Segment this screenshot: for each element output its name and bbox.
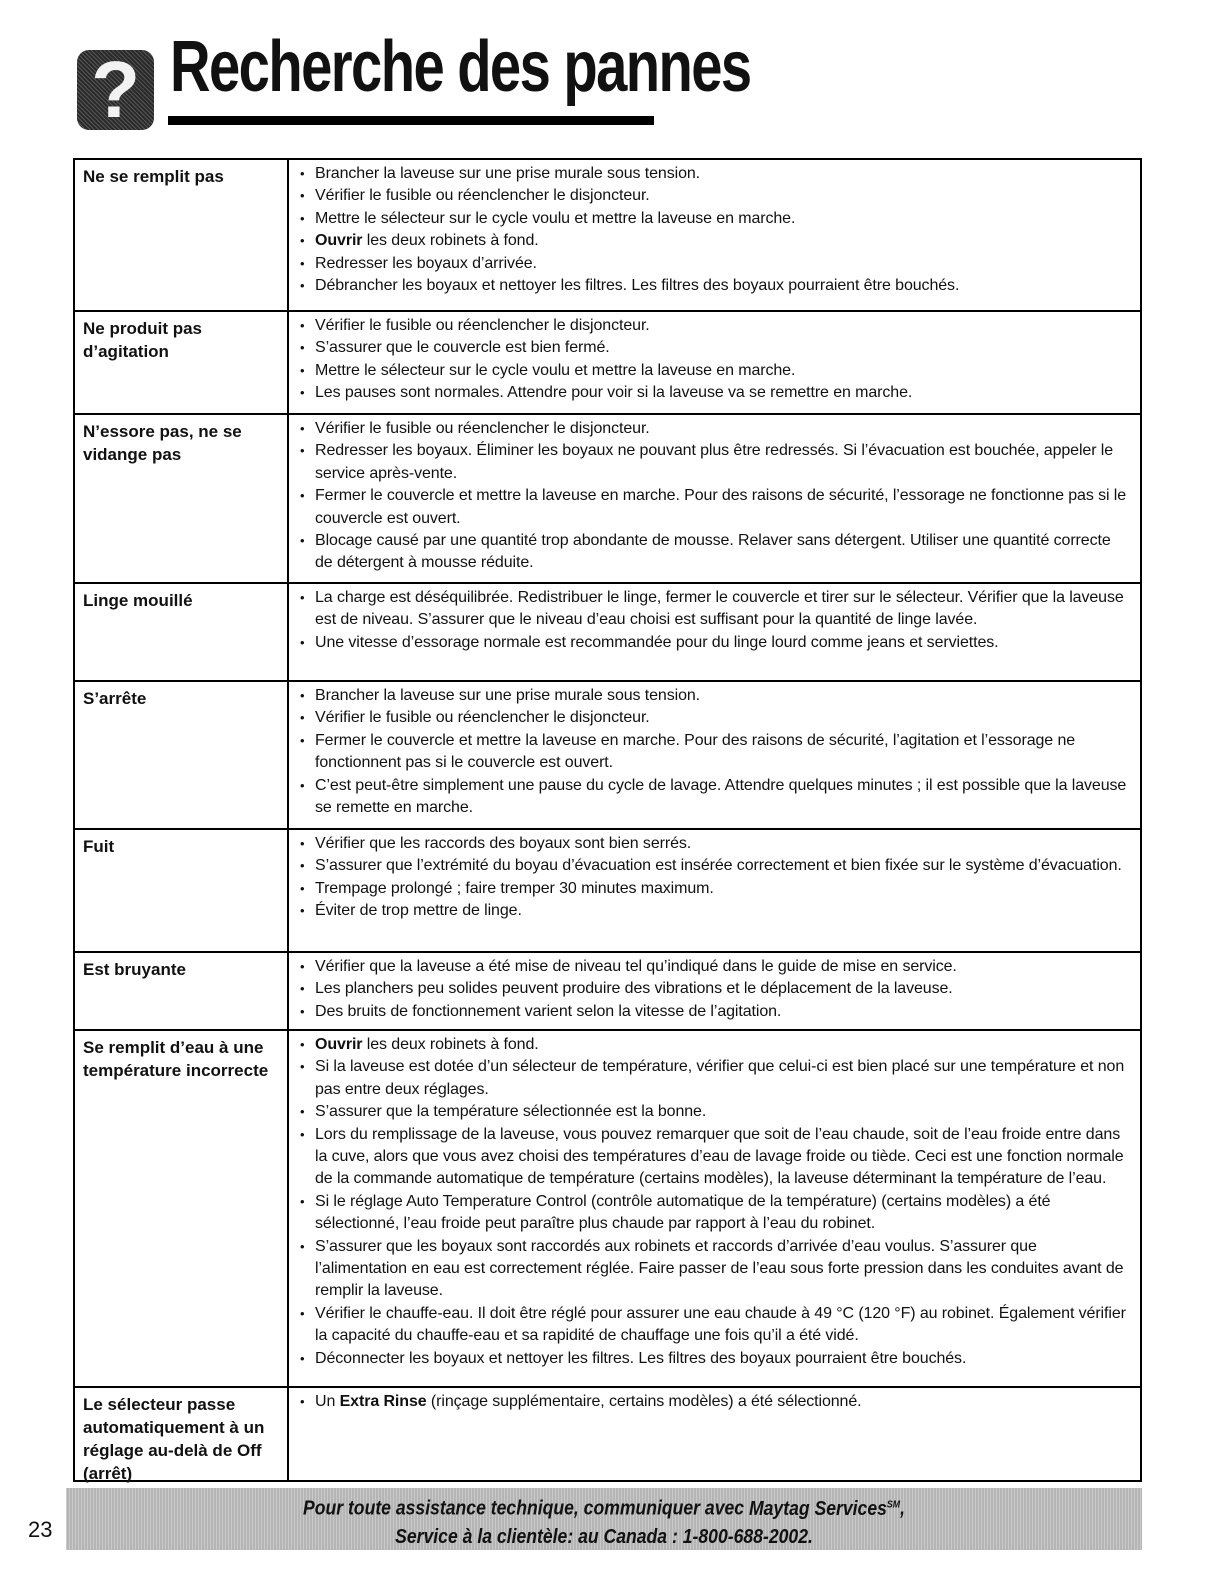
solution-list <box>289 682 1140 828</box>
solution-list <box>289 312 1140 413</box>
solution-item <box>315 1236 1132 1303</box>
solution-item <box>315 253 1132 275</box>
footer-line-2: Service à la clientèle: au Canada : 1-800-688-2002. <box>395 1525 813 1548</box>
table-row <box>75 1386 1140 1483</box>
solution-item <box>315 730 1132 775</box>
solution-item <box>315 1034 1132 1056</box>
solution-item <box>315 855 1132 877</box>
emphasis-text: Ouvrir <box>315 232 363 250</box>
solution-text: Déconnecter les boyaux et nettoyer les filtres. Les filtres des boyaux pourraient être bouchés. <box>315 1349 967 1367</box>
problem-label: S’arrête <box>75 682 289 828</box>
table-row <box>75 1029 1140 1386</box>
solution-list <box>289 1031 1140 1386</box>
solution-text: Si le réglage Auto Temperature Control (contrôle automatique de la température) (certains modèles) a été sélectionné, l’eau froide peut paraître plus chaude par rapport à l’eau du robinet. <box>315 1192 1051 1233</box>
solution-item <box>315 685 1132 707</box>
solution-text: Vérifier le chauffe-eau. Il doit être réglé pour assurer une eau chaude à 49 °C (120 °F) au robinet. Également vérifier la capacité du chauffe-eau et sa rapidité de chauffage une fois qu’il a été vidé. <box>315 1304 1126 1345</box>
solution-text: Les planchers peu solides peuvent produire des vibrations et le déplacement de la laveuse. <box>315 980 953 998</box>
problem-label: Ne se remplit pas <box>75 160 289 310</box>
solution-item <box>315 833 1132 855</box>
solution-text: Blocage causé par une quantité trop abondante de mousse. Relaver sans détergent. Utiliser une quantité correcte de détergent à mousse réduite. <box>315 532 1111 572</box>
page-title: Recherche des pannes <box>170 27 751 107</box>
solution-list <box>289 160 1140 310</box>
solution-text: Brancher la laveuse sur une prise murale sous tension. <box>315 687 701 704</box>
table-row <box>75 582 1140 680</box>
solution-list <box>289 830 1140 951</box>
solution-text: Vérifier que la laveuse a été mise de niveau tel qu’indiqué dans le guide de mise en service. <box>315 958 957 975</box>
solution-text: S’assurer que les boyaux sont raccordés aux robinets et raccords d’arrivée d’eau voulus. S’assurer que l’alimentation en eau est correctement réglée. Faire passer de l’eau sous forte pression dans les conduites avant de remplir la laveuse. <box>315 1237 1124 1300</box>
solution-text: Mettre le sélecteur sur le cycle voulu et mettre la laveuse en marche. <box>315 361 796 379</box>
solution-item <box>315 1056 1132 1101</box>
solution-item <box>315 587 1132 632</box>
solution-text: S’assurer que le couvercle est bien fermé. <box>315 339 610 357</box>
solution-item <box>315 337 1132 359</box>
footer-line-1 <box>131 1491 1078 1523</box>
footer-text: Pour toute assistance technique, communiquer avec <box>302 1497 749 1520</box>
solution-text: Une vitesse d’essorage normale est recommandée pour du linge lourd comme jeans et serviettes. <box>315 633 999 651</box>
footer-banner <box>66 1488 1142 1550</box>
solution-text: Si la laveuse est dotée d’un sélecteur de température, vérifier que celui-ci est bien placé sur une température et non pas entre deux réglages. <box>315 1058 1125 1098</box>
brand-text: Maytag Services <box>748 1497 887 1520</box>
solution-item <box>315 775 1132 820</box>
solution-list <box>289 1388 1140 1480</box>
solution-item <box>315 1191 1132 1236</box>
solution-list <box>289 953 1140 1029</box>
solution-text: Fermer le couvercle et mettre la laveuse en marche. Pour des raisons de sécurité, l’essorage ne fonctionne pas si le couvercle est ouvert. <box>315 487 1127 527</box>
solution-text: La charge est déséquilibrée. Redistribuer le linge, fermer le couvercle et tirer sur le sélecteur. Vérifier que la laveuse est de niveau. S’assurer que le niveau d’eau choisi est suffisant pour la quantité de linge lavée. <box>315 589 1124 629</box>
solution-text: C’est peut-être simplement une pause du cycle de lavage. Attendre quelques minutes ; il est possible que la laveuse se remette en marche. <box>315 776 1127 817</box>
problem-label: Se remplit d’eau à une température incorrecte <box>75 1031 289 1386</box>
solution-item <box>315 440 1132 485</box>
solution-text: Trempage prolongé ; faire tremper 30 minutes maximum. <box>315 879 714 897</box>
problem-label: Est bruyante <box>75 953 289 1029</box>
solution-text: Les pauses sont normales. Attendre pour voir si la laveuse va se remettre en marche. <box>315 384 913 402</box>
solution-item <box>315 382 1132 404</box>
solution-text: Vérifier le fusible ou réenclencher le disjoncteur. <box>315 420 650 437</box>
solution-text: (rinçage supplémentaire, certains modèles) a été sélectionné. <box>426 1393 862 1410</box>
table-row <box>75 951 1140 1029</box>
question-mark-icon <box>77 45 154 134</box>
solution-text: Débrancher les boyaux et nettoyer les filtres. Les filtres des boyaux pourraient être bouchés. <box>315 277 960 295</box>
solution-text: S’assurer que la température sélectionnée est la bonne. <box>315 1103 707 1121</box>
table-row <box>75 680 1140 828</box>
table-row <box>75 310 1140 413</box>
solution-item <box>315 185 1132 207</box>
solution-text: Redresser les boyaux. Éliminer les boyaux ne pouvant plus être redressés. Si l’évacuation est bouchée, appeler le service après-vente. <box>315 442 1114 482</box>
solution-item <box>315 978 1132 1000</box>
page-number: 23 <box>28 1517 53 1542</box>
solution-item <box>315 163 1132 185</box>
problem-label: Fuit <box>75 830 289 951</box>
solution-item <box>315 418 1132 440</box>
solution-text: S’assurer que l’extrémité du boyau d’évacuation est insérée correctement et bien fixée sur le système d’évacuation. <box>315 857 1122 875</box>
solution-text: Vérifier le fusible ou réenclencher le disjoncteur. <box>315 187 650 205</box>
troubleshooting-table <box>73 158 1142 1482</box>
solution-item <box>315 275 1132 297</box>
solution-text: Vérifier le fusible ou réenclencher le disjoncteur. <box>315 317 650 334</box>
solution-text: Éviter de trop mettre de linge. <box>315 902 522 920</box>
problem-label: Linge mouillé <box>75 584 289 680</box>
solution-list <box>289 415 1140 582</box>
emphasis-text: Ouvrir <box>315 1036 363 1053</box>
solution-item <box>315 485 1132 530</box>
footer-punct: , <box>900 1497 906 1520</box>
solution-item <box>315 1391 1132 1413</box>
solution-item <box>315 530 1132 575</box>
solution-item <box>315 1303 1132 1348</box>
table-row <box>75 413 1140 582</box>
problem-label: Le sélecteur passe automatiquement à un réglage au-delà de Off (arrêt) <box>75 1388 289 1480</box>
solution-item <box>315 878 1132 900</box>
solution-item <box>315 1348 1132 1370</box>
solution-item <box>315 1124 1132 1191</box>
solution-text: Brancher la laveuse sur une prise murale sous tension. <box>315 165 701 182</box>
solution-text: les deux robinets à fond. <box>362 232 539 250</box>
solution-item <box>315 315 1132 337</box>
problem-label: Ne produit pas d’agitation <box>75 312 289 413</box>
solution-text: Fermer le couvercle et mettre la laveuse en marche. Pour des raisons de sécurité, l’agitation et l’essorage ne fonctionnent pas si le couvercle est ouvert. <box>315 731 1076 772</box>
question-mark-glyph: ? <box>91 45 140 134</box>
solution-item <box>315 360 1132 382</box>
solution-item <box>315 956 1132 978</box>
solution-text: Un <box>315 1393 340 1410</box>
solution-text: Vérifier le fusible ou réenclencher le disjoncteur. <box>315 709 650 727</box>
problem-label: N’essore pas, ne se vidange pas <box>75 415 289 582</box>
solution-item <box>315 1101 1132 1123</box>
title-underline <box>168 116 654 125</box>
solution-text: les deux robinets à fond. <box>362 1036 539 1053</box>
solution-item <box>315 900 1132 922</box>
service-mark: SM <box>886 1499 901 1510</box>
solution-text: Redresser les boyaux d’arrivée. <box>315 254 537 272</box>
solution-text: Mettre le sélecteur sur le cycle voulu et mettre la laveuse en marche. <box>315 209 796 227</box>
solution-item <box>315 707 1132 729</box>
solution-item <box>315 632 1132 654</box>
solution-item <box>315 230 1132 252</box>
solution-text: Vérifier que les raccords des boyaux sont bien serrés. <box>315 835 692 852</box>
brand-name <box>749 1498 900 1520</box>
emphasis-text: Extra Rinse <box>339 1393 427 1410</box>
solution-list <box>289 584 1140 680</box>
table-row <box>75 160 1140 310</box>
solution-item <box>315 208 1132 230</box>
solution-item <box>315 1001 1132 1023</box>
solution-text: Des bruits de fonctionnement varient selon la vitesse de l’agitation. <box>315 1002 782 1020</box>
table-row <box>75 828 1140 951</box>
solution-text: Lors du remplissage de la laveuse, vous pouvez remarquer que soit de l’eau chaude, soit de l’eau froide entre dans la cuve, alors que vous avez choisi des températures d’eau de lavage froide ou tiède. Ceci est une fonction normale de la commande automatique de température (certains modèles), la laveuse déterminant la température de l’eau. <box>315 1125 1124 1188</box>
